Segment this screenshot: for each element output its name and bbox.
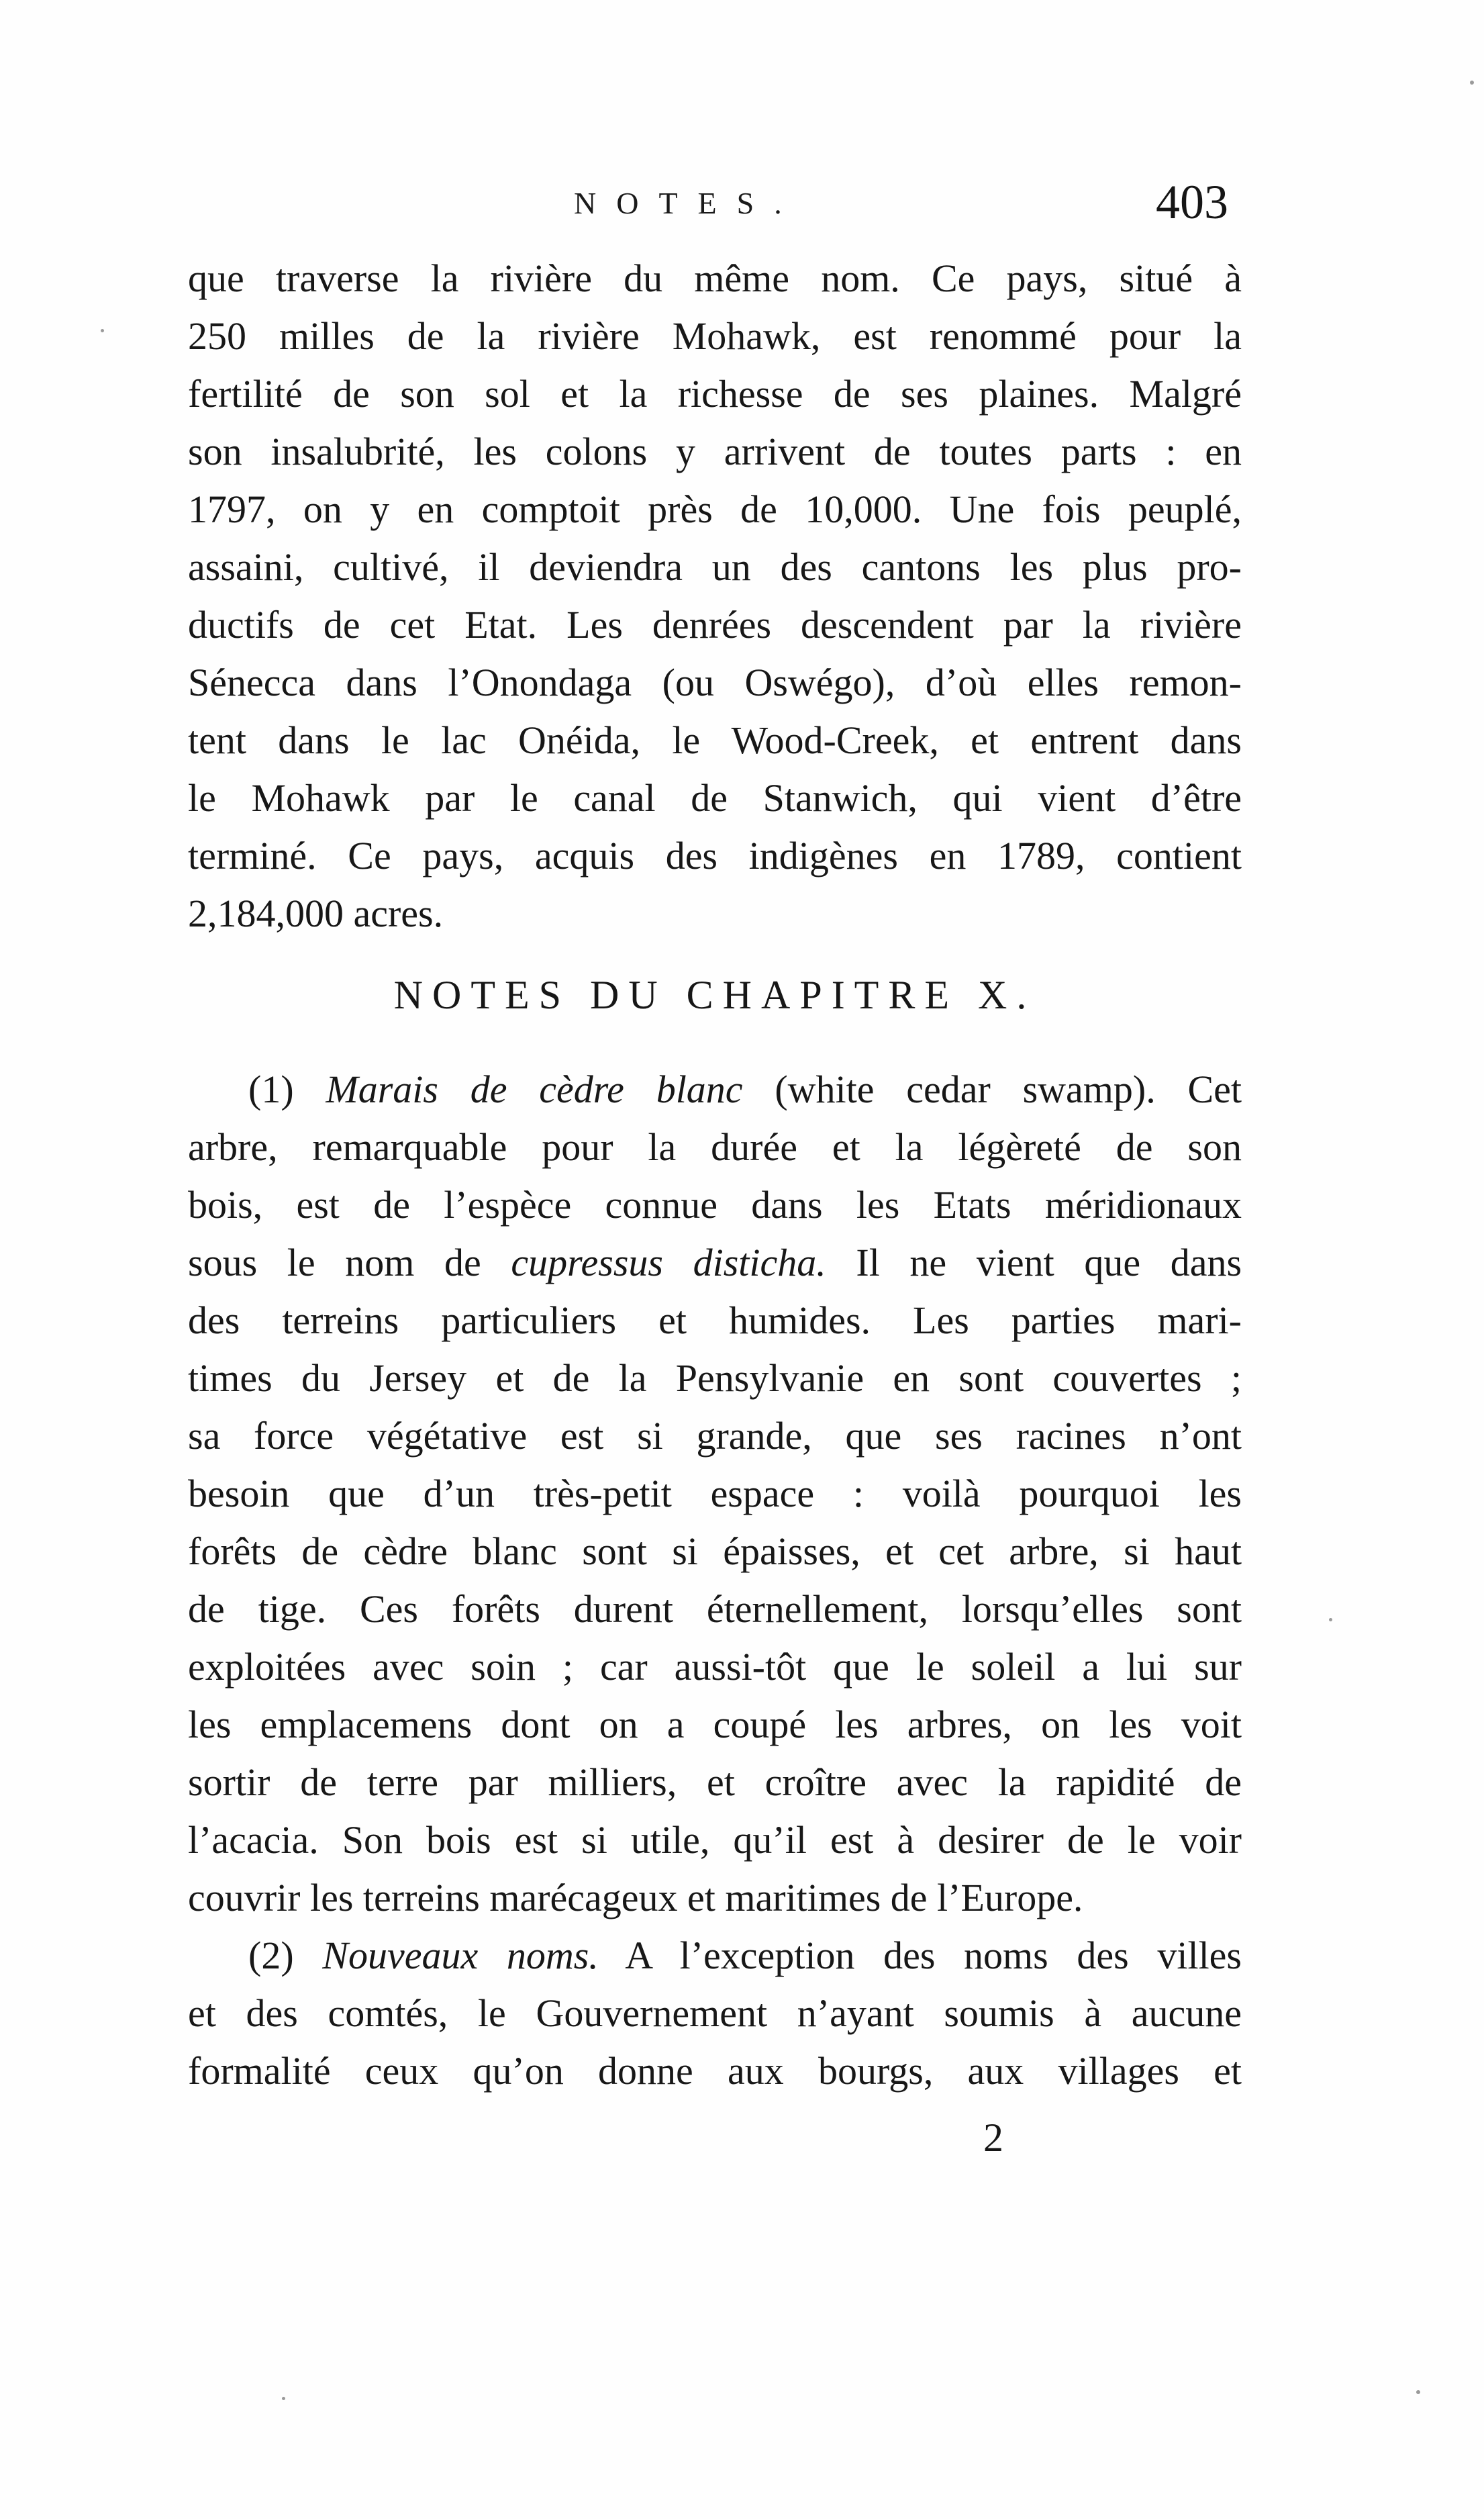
text-line: des terreins particuliers et humides. Les parties mari-: [188, 1298, 1242, 1342]
paper-speck: [1470, 81, 1474, 85]
text-line: besoin que d’un très-petit espace : voilà pourquoi les: [188, 1472, 1242, 1515]
text-line: exploitées avec soin ; car aussi-tôt que le soleil a lui sur: [188, 1645, 1242, 1689]
note-text: A l’exception des noms des villes: [625, 1934, 1242, 1977]
text-line: 1797, on y en comptoit près de 10,000. Une fois peuplé,: [188, 487, 1242, 531]
running-head: NOTES.: [574, 186, 802, 220]
paper-speck: [1416, 2390, 1420, 2394]
continued-paragraph: [188, 250, 1242, 943]
text-line: ductifs de cet Etat. Les denrées descendent par la rivière: [188, 603, 1242, 647]
signature-mark: 2: [983, 2116, 1003, 2160]
text-line: que traverse la rivière du même nom. Ce pays, situé à: [188, 256, 1242, 300]
note-2: [188, 1927, 1242, 2100]
text-line: tent dans le lac Onéida, le Wood-Creek, et entrent dans: [188, 718, 1242, 762]
text-line: formalité ceux qu’on donne aux bourgs, aux villages et: [188, 2049, 1242, 2093]
note-ref: (1): [248, 1067, 294, 1111]
note-text: (white cedar swamp). Cet: [775, 1067, 1242, 1111]
note-text: sous le nom de: [188, 1241, 481, 1284]
section-heading: NOTES DU CHAPITRE X.: [393, 973, 1036, 1017]
note-1: [188, 1061, 1242, 1927]
note-text: Il ne vient que dans: [856, 1241, 1242, 1284]
text-line: son insalubrité, les colons y arrivent de toutes parts : en: [188, 430, 1242, 473]
note-1-first-line: [188, 1061, 1242, 1119]
paper-speck: [282, 2397, 285, 2400]
note-2-first-line: [188, 1927, 1242, 1985]
text-line: les emplacemens dont on a coupé les arbres, on les voit: [188, 1703, 1242, 1746]
text-line: fertilité de son sol et la richesse de ses plaines. Malgré: [188, 372, 1242, 416]
paper-speck: [101, 329, 104, 332]
text-line: terminé. Ce pays, acquis des indigènes en 1789, contient: [188, 834, 1242, 877]
text-line: et des comtés, le Gouvernement n’ayant soumis à aucune: [188, 1991, 1242, 2035]
text-line: de tige. Ces forêts durent éternellement, lorsqu’elles sont: [188, 1587, 1242, 1631]
text-line: le Mohawk par le canal de Stanwich, qui vient d’être: [188, 776, 1242, 820]
text-line: 250 milles de la rivière Mohawk, est renommé pour la: [188, 314, 1242, 358]
text-line: times du Jersey et de la Pensylvanie en sont couvertes ;: [188, 1356, 1242, 1400]
note-term: Marais de cèdre blanc: [326, 1067, 743, 1111]
page-number: 403: [1156, 175, 1228, 229]
text-line: 2,184,000 acres.: [188, 892, 444, 935]
text-line: assaini, cultivé, il deviendra un des cantons les plus pro-: [188, 545, 1242, 589]
text-line-mixed: [188, 1234, 1242, 1292]
text-line: Sénecca dans l’Onondaga (ou Oswégo), d’où elles remon-: [188, 661, 1242, 704]
text-line: arbre, remarquable pour la durée et la légèreté de son: [188, 1125, 1242, 1169]
text-line: forêts de cèdre blanc sont si épaisses, et cet arbre, si haut: [188, 1529, 1242, 1573]
text-line: sa force végétative est si grande, que ses racines n’ont: [188, 1414, 1242, 1458]
note-ref: (2): [248, 1934, 294, 1977]
note-term: Nouveaux noms.: [322, 1934, 599, 1977]
text-line: bois, est de l’espèce connue dans les Etats méridionaux: [188, 1183, 1242, 1227]
latin-name: cupressus disticha.: [511, 1241, 826, 1284]
paper-speck: [1329, 1618, 1332, 1621]
text-line: sortir de terre par milliers, et croître avec la rapidité de: [188, 1760, 1242, 1804]
page-header: [188, 175, 1242, 240]
text-line: couvrir les terreins marécageux et maritimes de l’Europe.: [188, 1876, 1083, 1919]
text-line: l’acacia. Son bois est si utile, qu’il est à desirer de le voir: [188, 1818, 1242, 1862]
